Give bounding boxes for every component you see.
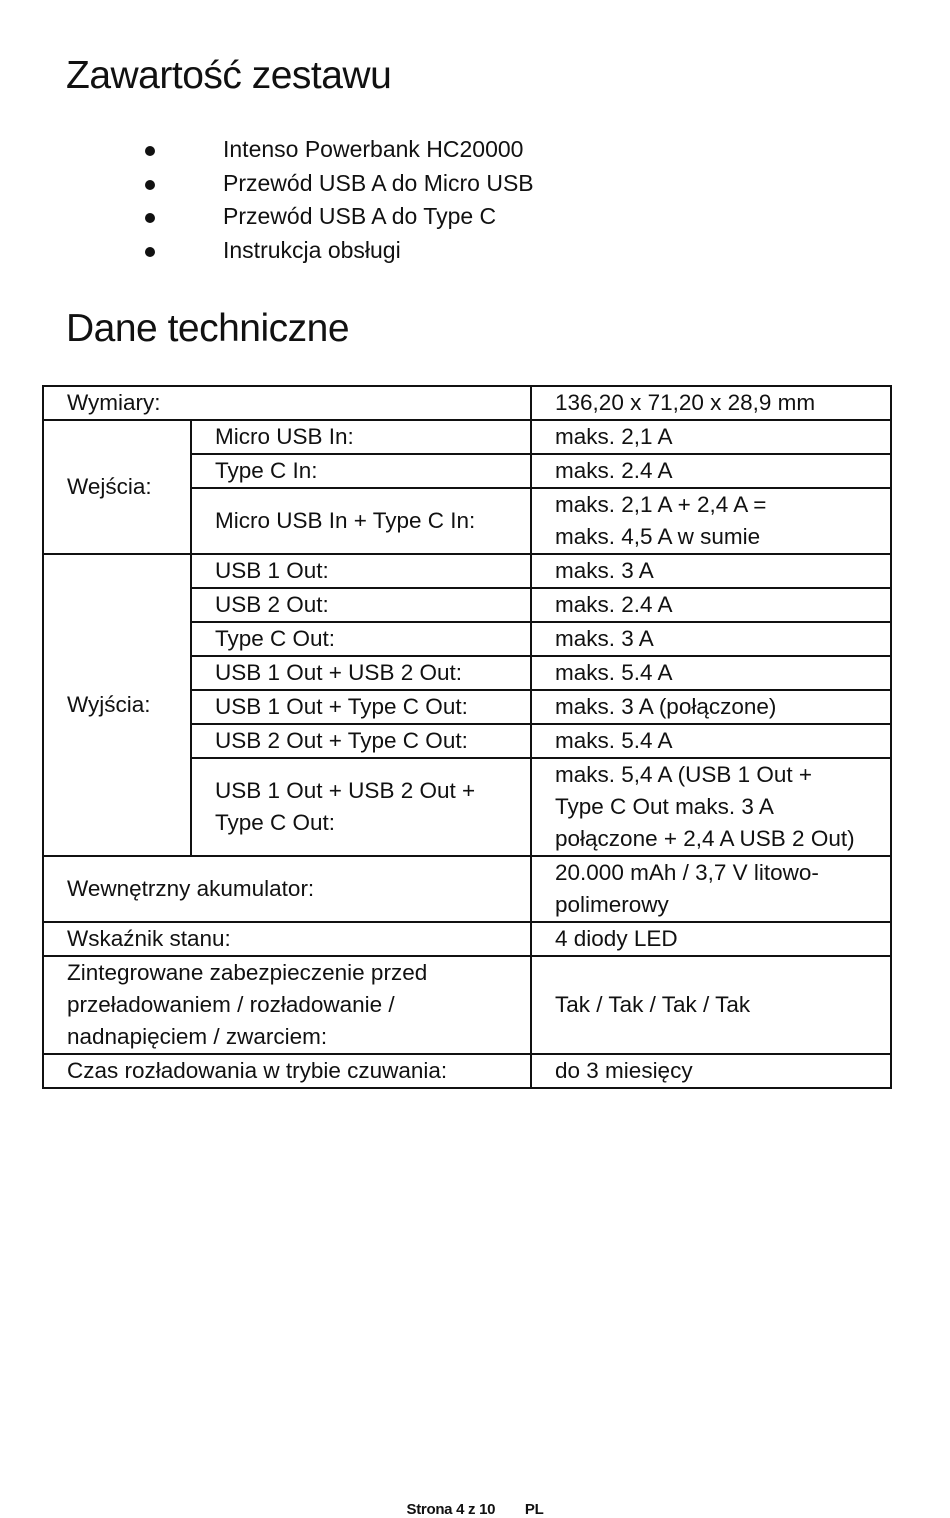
spec-value-line: maks. 2,1 A + 2,4 A =	[555, 492, 767, 517]
spec-table	[42, 385, 892, 1089]
table-row	[43, 1054, 891, 1088]
spec-value-line: polimerowy	[555, 892, 669, 917]
contents-list	[0, 133, 534, 268]
spec-label: Czas rozładowania w trybie czuwania:	[43, 1054, 531, 1088]
list-item	[0, 133, 534, 167]
bullet-icon	[145, 247, 155, 257]
spec-value: 4 diody LED	[531, 922, 891, 956]
spec-label: Type C In:	[191, 454, 531, 488]
spec-label: Micro USB In:	[191, 420, 531, 454]
spec-value: do 3 miesięcy	[531, 1054, 891, 1088]
list-item-text: Instrukcja obsługi	[223, 237, 401, 264]
table-row	[43, 856, 891, 922]
spec-label: Type C Out:	[191, 622, 531, 656]
spec-value: 136,20 x 71,20 x 28,9 mm	[531, 386, 891, 420]
spec-value-line: maks. 5,4 A (USB 1 Out +	[555, 762, 813, 787]
spec-value	[531, 758, 891, 856]
spec-label: USB 2 Out:	[191, 588, 531, 622]
list-item-text: Intenso Powerbank HC20000	[223, 136, 524, 162]
spec-label: USB 1 Out:	[191, 554, 531, 588]
table-row	[43, 420, 891, 454]
page-number: Strona 4 z 10	[406, 1501, 496, 1518]
table-row	[43, 554, 891, 588]
list-item	[0, 167, 534, 201]
list-item-text: Przewód USB A do Type C	[223, 203, 497, 230]
spec-value: maks. 2,1 A	[531, 420, 891, 454]
tech-title: Dane techniczne	[66, 307, 350, 350]
spec-value: maks. 5.4 A	[531, 724, 891, 758]
spec-label-line: nadnapięciem / zwarciem:	[67, 1024, 328, 1049]
spec-value	[531, 488, 891, 554]
spec-label: USB 1 Out + Type C Out:	[191, 690, 531, 724]
spec-label: Wskaźnik stanu:	[43, 922, 531, 956]
spec-label: Wewnętrzny akumulator:	[43, 856, 531, 922]
bullet-icon	[145, 180, 155, 190]
spec-label-line: Type C Out:	[215, 810, 336, 835]
spec-value-line: 20.000 mAh / 3,7 V litowo-	[555, 860, 819, 885]
spec-label-line: Zintegrowane zabezpieczenie przed	[67, 960, 428, 985]
spec-value-line: połączone + 2,4 A USB 2 Out)	[555, 826, 855, 851]
bullet-icon	[145, 146, 155, 156]
bullet-icon	[145, 213, 155, 223]
table-row	[43, 922, 891, 956]
spec-label: Wymiary:	[43, 386, 531, 420]
spec-value: Tak / Tak / Tak / Tak	[531, 956, 891, 1054]
contents-title: Zawartość zestawu	[66, 54, 392, 97]
spec-value: maks. 2.4 A	[531, 454, 891, 488]
spec-label-line: przeładowaniem / rozładowanie /	[67, 992, 395, 1017]
spec-value: maks. 3 A (połączone)	[531, 690, 891, 724]
spec-label	[191, 758, 531, 856]
list-item	[0, 200, 534, 234]
table-row	[43, 956, 891, 1054]
language-code: PL	[524, 1501, 544, 1518]
page-footer	[0, 1501, 950, 1518]
spec-label	[43, 956, 531, 1054]
spec-label: USB 1 Out + USB 2 Out:	[191, 656, 531, 690]
list-item-text: Przewód USB A do Micro USB	[223, 169, 534, 196]
spec-value: maks. 2.4 A	[531, 588, 891, 622]
spec-value: maks. 3 A	[531, 554, 891, 588]
spec-label: Micro USB In + Type C In:	[191, 488, 531, 554]
spec-value-line: Type C Out maks. 3 A	[555, 794, 774, 819]
spec-label-line: USB 1 Out + USB 2 Out +	[215, 778, 476, 803]
spec-value	[531, 856, 891, 922]
spec-label: USB 2 Out + Type C Out:	[191, 724, 531, 758]
spec-value: maks. 5.4 A	[531, 656, 891, 690]
spec-value: maks. 3 A	[531, 622, 891, 656]
group-label-outputs: Wyjścia:	[43, 554, 191, 856]
table-row	[43, 386, 891, 420]
group-label-inputs: Wejścia:	[43, 420, 191, 554]
spec-value-line: maks. 4,5 A w sumie	[555, 524, 761, 549]
list-item	[0, 234, 534, 268]
